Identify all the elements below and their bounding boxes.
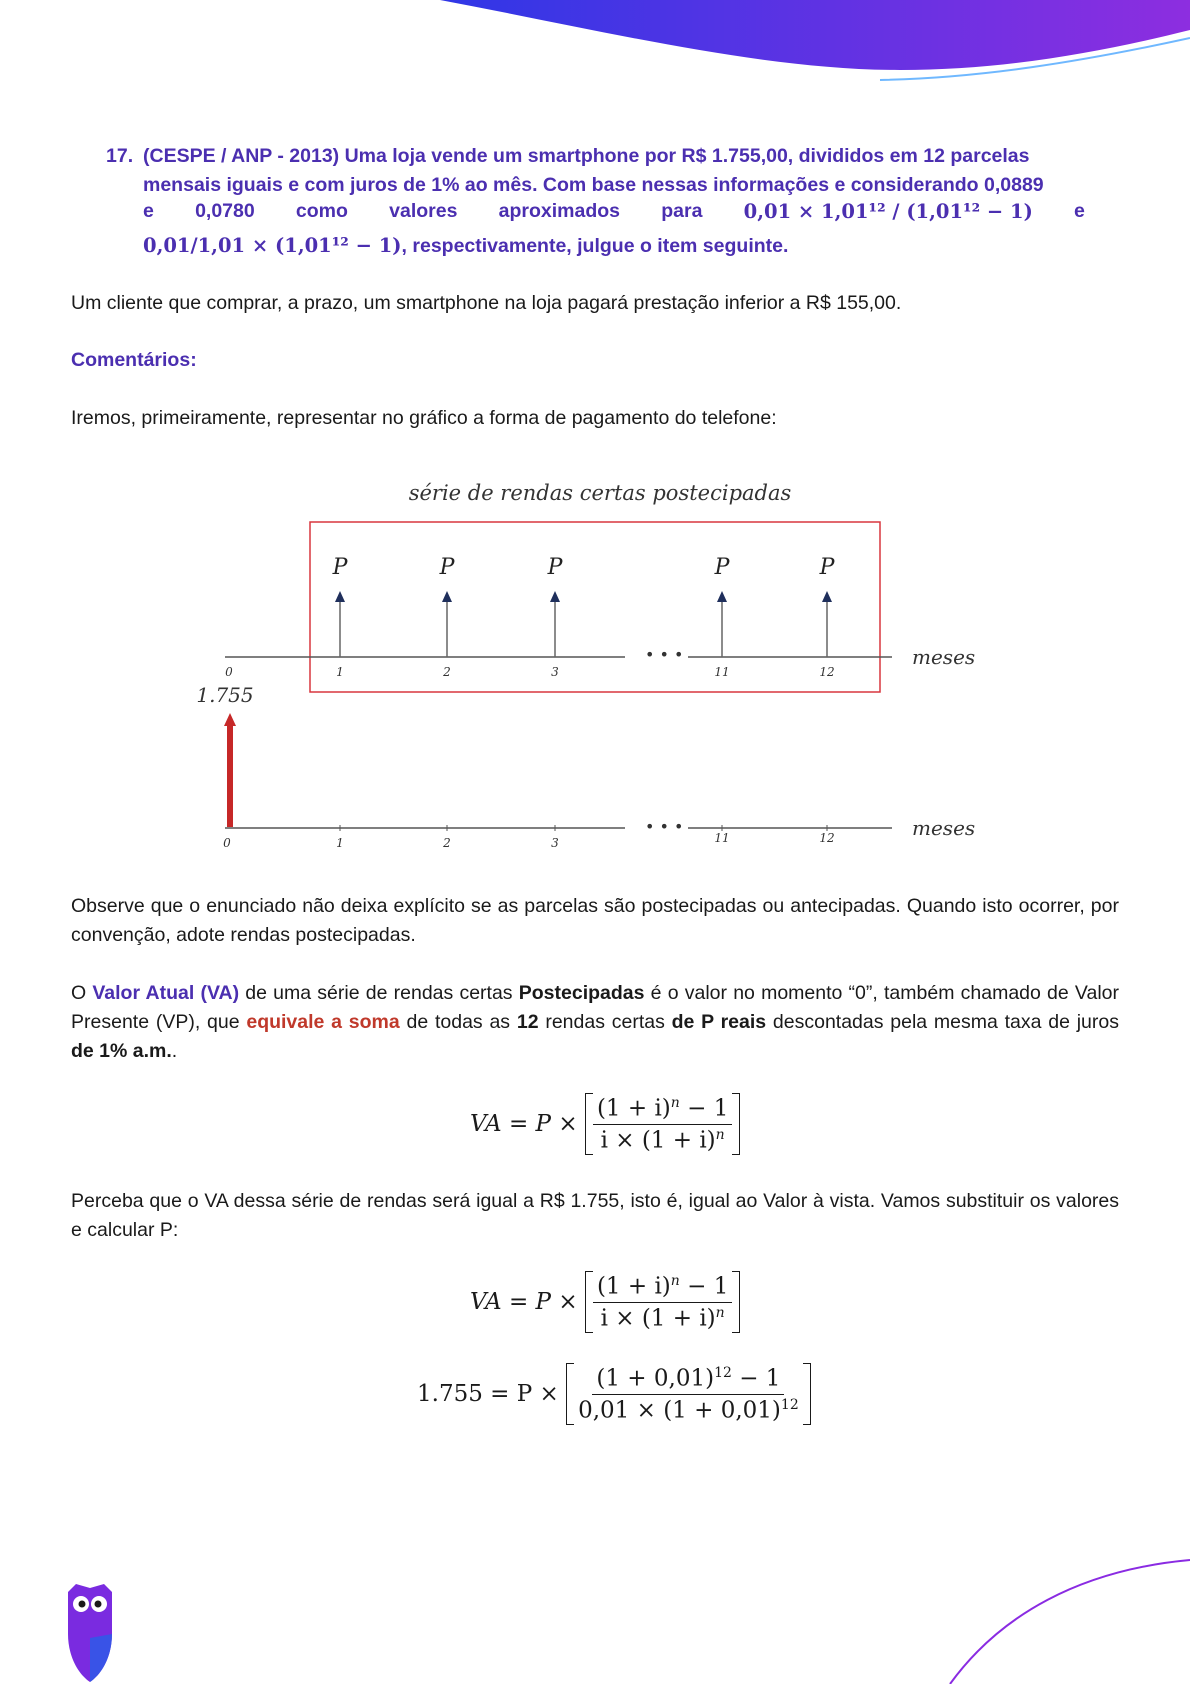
owl-logo-icon — [62, 1578, 118, 1684]
va-text: rendas certas — [538, 1011, 672, 1033]
q3-word: aproximados — [498, 200, 621, 222]
va-highlight-red: equivale a soma — [246, 1011, 400, 1033]
p-label: P — [439, 555, 455, 580]
formula-sub-lhs: 1.755 = P × — [417, 1381, 559, 1407]
formula-denominator: $i \times (1 + i)^n$ — [600, 1126, 725, 1154]
observe-paragraph: Observe que o enunciado não deixa explícito se as parcelas são postecipadas ou antecipadas. Quando isto ocorrer, por convenção, adote rendas postecipadas. — [71, 895, 1119, 946]
q3-word: como — [295, 200, 348, 222]
period-label: 0 — [225, 665, 233, 679]
period-label: 3 — [551, 836, 559, 850]
period-label: 0 — [223, 836, 231, 850]
formula-numerator: $(1 + i)^n - 1$ — [593, 1095, 732, 1125]
p-arrowhead-11 — [717, 591, 727, 602]
formula-general-repeat: VA = P × $\frac{(1 + i)^n - 1}{i \times (1 + i)^n}$ — [470, 1271, 740, 1333]
p-label: P — [714, 555, 730, 580]
period-label: 1 — [336, 665, 344, 679]
question-line-2: mensais iguais e com juros de 1% ao mês. Com base nessas informações e considerando 0,0889 — [143, 174, 1044, 196]
p-arrowhead-1 — [335, 591, 345, 602]
va-bold: Postecipadas — [518, 982, 645, 1004]
question-line-3 — [143, 200, 1085, 223]
period-label: 2 — [443, 836, 451, 850]
q3-word: 0,0780 — [195, 200, 255, 222]
footer-wave — [940, 1555, 1190, 1684]
cash-flow-diagram — [180, 470, 1000, 860]
formula-substituted: 1.755 = P × $\frac{(1 + 0,01)^{12} - 1}{0,01 \times (1 + 0,01)^{12}}$ — [417, 1363, 811, 1425]
period-label: 12 — [819, 665, 835, 679]
present-value-label: 1.755 — [196, 683, 254, 707]
va-text: é o valor no momento “0”, também chamado de Valor Presente (VP), que — [71, 982, 1119, 1033]
question-number: 17. — [106, 145, 134, 167]
p-arrowhead-12 — [822, 591, 832, 602]
pv-arrowhead — [224, 713, 236, 726]
p-label: P — [547, 555, 563, 580]
statement: Um cliente que comprar, a prazo, um smartphone na loja pagará prestação inferior a R$ 155,00. — [71, 292, 902, 314]
q3-word: e — [1074, 200, 1085, 222]
header-wave — [0, 0, 1190, 120]
period-label: 11 — [714, 665, 730, 679]
q4-text: , respectivamente, julgue o item seguinte. — [401, 235, 789, 257]
diagram-title: série de rendas certas postecipadas — [408, 481, 792, 505]
q3-word: para — [661, 200, 703, 222]
q3-math: 0,01 × 1,01¹² / (1,01¹² − 1) — [743, 200, 1033, 223]
formula-general — [470, 1093, 740, 1155]
payments-box — [310, 522, 880, 692]
pv-arrow — [227, 725, 233, 827]
p-label: P — [332, 555, 348, 580]
top-axis-label: meses — [912, 645, 976, 669]
p-arrowhead-3 — [550, 591, 560, 602]
q4-math: 0,01/1,01 × (1,01¹² − 1) — [143, 234, 402, 257]
va-bold: de 1% a.m. — [71, 1040, 172, 1062]
va-paragraph — [71, 979, 1119, 1066]
intro-text: Iremos, primeiramente, representar no gráfico a forma de pagamento do telefone: — [71, 407, 777, 429]
formula-lhs: VA = P × — [470, 1111, 578, 1137]
question-line-1: (CESPE / ANP - 2013) Uma loja vende um smartphone por R$ 1.755,00, divididos em 12 parcelas — [143, 145, 1030, 167]
va-bold: de P reais — [671, 1011, 767, 1033]
va-text: de todas as — [399, 1011, 517, 1033]
period-label: 3 — [551, 665, 559, 679]
va-bold: 12 — [516, 1011, 539, 1033]
bottom-axis-label: meses — [912, 816, 976, 840]
va-text: de uma série de rendas certas — [239, 982, 519, 1004]
va-text: O — [71, 982, 93, 1004]
va-text: . — [171, 1040, 178, 1062]
payment-arrows — [335, 591, 832, 657]
bottom-ellipsis: • • • — [645, 817, 684, 836]
period-label: 1 — [336, 836, 344, 850]
formula-bracket — [585, 1093, 740, 1155]
p-label: P — [819, 555, 835, 580]
top-ellipsis: • • • — [645, 645, 684, 664]
q3-word: valores — [389, 200, 458, 222]
p-arrowhead-2 — [442, 591, 452, 602]
perceba-paragraph: Perceba que o VA dessa série de rendas será igual a R$ 1.755, isto é, igual ao Valor à vista. Vamos substituir os valores e calcular P: — [71, 1190, 1119, 1241]
comments-heading: Comentários: — [71, 349, 197, 371]
period-label: 12 — [819, 831, 835, 845]
period-label: 11 — [714, 831, 730, 845]
q3-word: e — [143, 200, 154, 222]
period-label: 2 — [443, 665, 451, 679]
va-highlight: Valor Atual (VA) — [92, 982, 240, 1004]
question-line-4 — [143, 232, 788, 260]
va-text: descontadas pela mesma taxa de juros — [766, 1011, 1119, 1033]
